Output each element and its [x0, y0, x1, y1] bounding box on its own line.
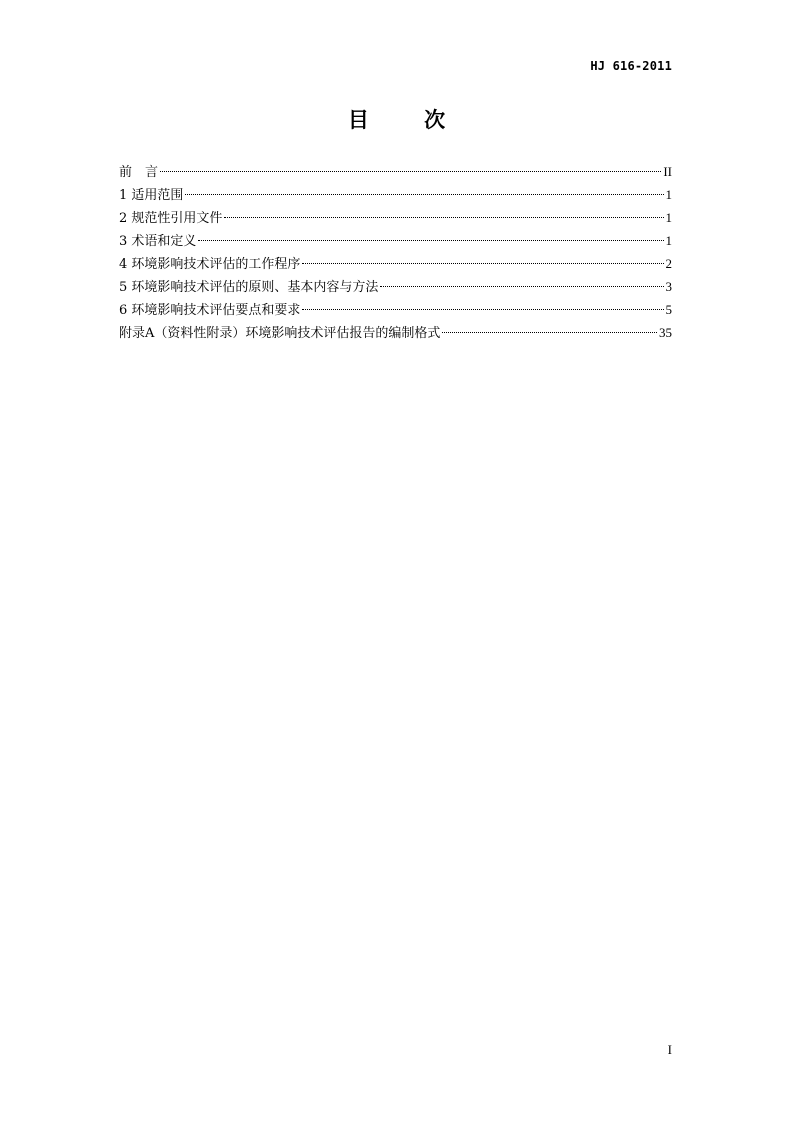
document-code: HJ 616-2011 [590, 59, 672, 73]
toc-entry-page: 1 [665, 233, 672, 248]
toc-entry-label: 6 环境影响技术评估要点和要求 [119, 303, 301, 318]
toc-entry-page: 2 [665, 256, 672, 271]
toc-entry-page: II [663, 164, 672, 179]
toc-entry-label: 3 术语和定义 [119, 234, 197, 249]
toc-leader-dots [302, 263, 663, 264]
toc-entry-page: 1 [665, 187, 672, 202]
toc-leader-dots [380, 286, 663, 287]
toc-entry-page: 1 [665, 210, 672, 225]
toc-leader-dots [302, 309, 663, 310]
toc-leader-dots [160, 171, 661, 172]
toc-entry-label: 4 环境影响技术评估的工作程序 [119, 257, 301, 272]
toc-title: 目 次 [347, 108, 470, 132]
toc-entry-normative-references[interactable] [119, 206, 672, 229]
toc-leader-dots [224, 217, 663, 218]
toc-entry-appendix-a[interactable] [119, 321, 672, 344]
toc-entry-foreword[interactable] [119, 160, 672, 183]
toc-entry-work-procedure[interactable] [119, 252, 672, 275]
toc-entry-label: 5 环境影响技术评估的原则、基本内容与方法 [119, 280, 379, 295]
toc-list [119, 160, 672, 344]
toc-entry-label: 2 规范性引用文件 [119, 211, 223, 226]
toc-entry-page: 3 [665, 279, 672, 294]
toc-leader-dots [185, 194, 663, 195]
toc-entry-label: 附录A（资料性附录）环境影响技术评估报告的编制格式 [119, 326, 441, 341]
toc-leader-dots [198, 240, 663, 241]
toc-entry-label: 1 适用范围 [119, 188, 184, 203]
toc-entry-page: 5 [665, 302, 672, 317]
toc-entry-key-points[interactable] [119, 298, 672, 321]
toc-leader-dots [442, 332, 657, 333]
toc-entry-terms-definitions[interactable] [119, 229, 672, 252]
toc-entry-page: 35 [659, 325, 672, 340]
toc-entry-principles-methods[interactable] [119, 275, 672, 298]
toc-entry-label: 前 言 [119, 165, 159, 180]
toc-entry-scope[interactable] [119, 183, 672, 206]
page-number: I [667, 1042, 672, 1057]
